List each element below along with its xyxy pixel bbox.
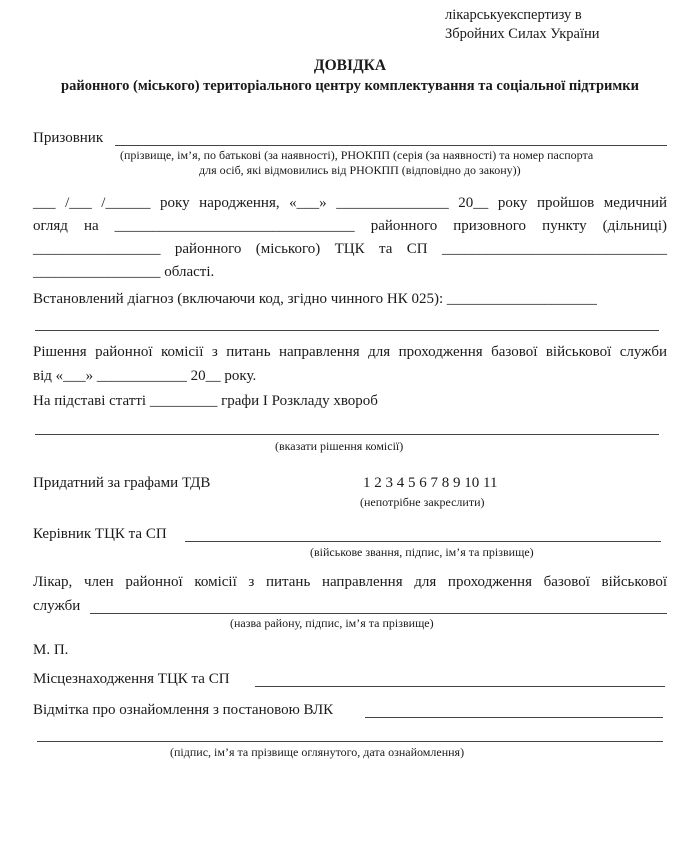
head-line xyxy=(185,541,661,542)
fit-label: Придатний за графами ТДВ xyxy=(33,475,211,491)
header-line-2: Збройних Силах України xyxy=(445,26,600,42)
head-hint: (військове звання, підпис, ім’я та прізвище) xyxy=(310,545,534,559)
conscript-hint-1: (прізвище, ім’я, по батькові (за наявності), РНОКПП (серія (за наявності) та номер паспорта xyxy=(120,148,594,162)
decision-line-3: На підставі статті _________ графи І Розкладу хвороб xyxy=(33,393,378,409)
ack-hint: (підпис, ім’я та прізвище оглянутого, дата ознайомлення) xyxy=(170,745,465,759)
seal-mark: М. П. xyxy=(33,642,69,658)
decision-line-1: Рішення районної комісії з питань направлення для проходження базової військової служби xyxy=(33,344,667,360)
conscript-label: Призовник xyxy=(33,130,104,146)
doctor-line-1: Лікар, член районної комісії з питань направлення для проходження базової військової xyxy=(33,574,667,590)
decision-line-2: від «___» ____________ 20__ року. xyxy=(33,368,257,384)
diagnosis-label: Встановлений діагноз (включаючи код, згідно чинного НК 025): ____________________ xyxy=(33,291,597,307)
doctor-line-2: служби xyxy=(33,598,81,614)
document-title: ДОВІДКА xyxy=(313,57,387,74)
conscript-hint-2: для осіб, які відмовились від РНОКПП (відповідно до закону)) xyxy=(199,163,521,177)
head-label: Керівник ТЦК та СП xyxy=(33,526,167,542)
fit-numbers: 1 2 3 4 5 6 7 8 9 10 11 xyxy=(363,475,498,491)
birth-line-3: _________________ районного (міського) ТЦК та СП ______________________________ xyxy=(33,241,667,257)
birth-line-1: ___ /___ /______ року народження, «___» _______________ 20__ року пройшов медичний xyxy=(33,195,667,211)
ack-label: Відмітка про ознайомлення з постановою ВЛК xyxy=(33,702,334,718)
decision-hint: (вказати рішення комісії) xyxy=(275,439,404,453)
decision-line xyxy=(35,434,659,435)
birth-line-2: огляд на ________________________________ районного призовного пункту (дільниці) xyxy=(33,218,667,234)
header-line-1: лікарськуекспертизу в xyxy=(445,7,582,23)
doctor-hint: (назва району, підпис, ім’я та прізвище) xyxy=(230,616,434,630)
doctor-line xyxy=(90,613,667,614)
conscript-line xyxy=(115,145,667,146)
birth-line-4: _________________ області. xyxy=(33,264,215,280)
location-label: Місцезнаходження ТЦК та СП xyxy=(33,671,230,687)
ack-line xyxy=(365,717,663,718)
fit-hint: (непотрібне закреслити) xyxy=(360,495,485,509)
diagnosis-line xyxy=(35,330,659,331)
document-subtitle: районного (міського) територіального центру комплектування та соціальної підтримки xyxy=(61,78,639,94)
ack-signature-line xyxy=(37,741,663,742)
location-line xyxy=(255,686,665,687)
